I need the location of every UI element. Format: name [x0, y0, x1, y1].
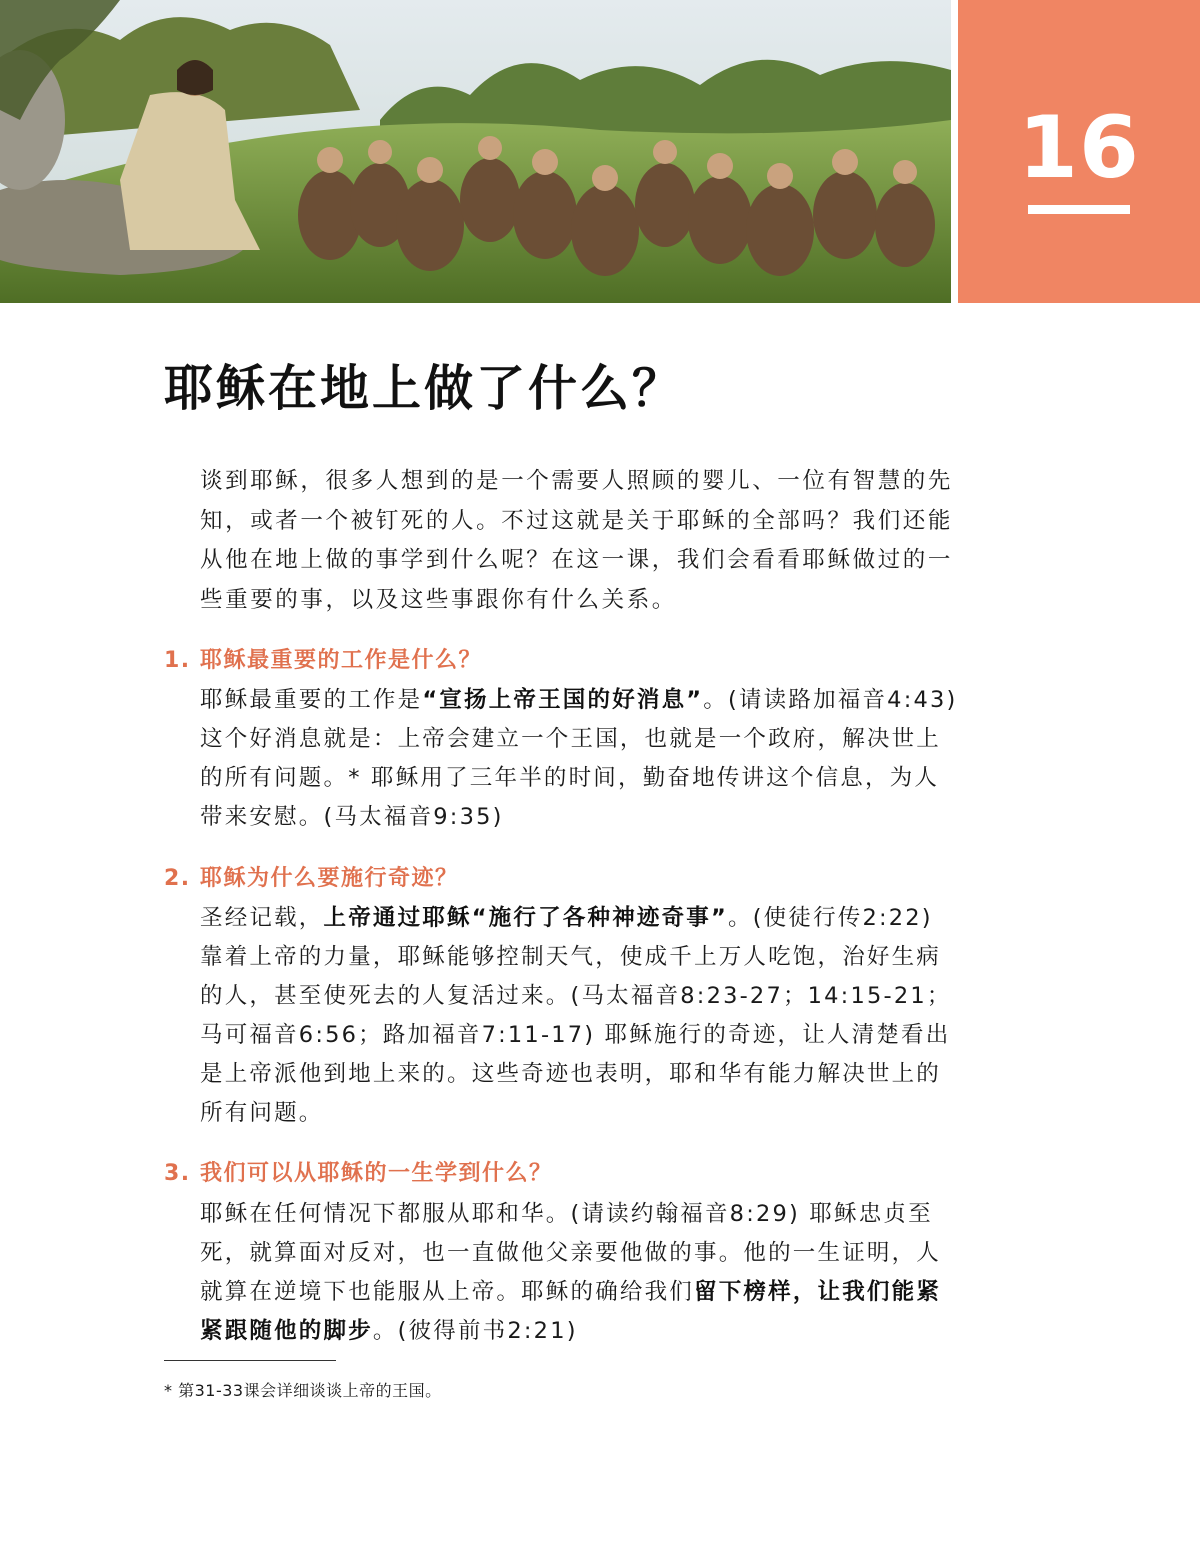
- answer-emphasis: 上帝通过耶稣“施行了各种神迹奇事”: [323, 905, 728, 931]
- answer-text: 耶稣在任何情况下都服从耶和华。(请读约翰福音8:29) 耶稣忠贞至死，就算面对反对，也一直做他父亲要他做的事。他的一生证明，人就算在逆境下也能服从上帝。耶稣的确给我们: [200, 1201, 942, 1305]
- question-heading-1: [164, 643, 482, 674]
- lesson-number-underline: [1028, 205, 1130, 214]
- answer-emphasis: 留下榜样，让我们能紧紧跟随他的脚步: [200, 1279, 942, 1344]
- lesson-number: 16: [1018, 98, 1140, 198]
- question-text: 耶稣最重要的工作是什么？: [200, 648, 483, 673]
- footnote: * 第31-33课会详细谈谈上帝的王国。: [164, 1381, 442, 1400]
- footnote-divider: [164, 1360, 336, 1361]
- answer-paragraph-2: [200, 899, 960, 1133]
- answer-paragraph-3: [200, 1195, 960, 1351]
- lesson-number-box: [958, 0, 1200, 303]
- question-number: 2.: [164, 866, 191, 891]
- answer-text: 。(彼得前书2:21): [372, 1318, 578, 1344]
- question-text: 我们可以从耶稣的一生学到什么？: [200, 1161, 553, 1186]
- intro-paragraph: 谈到耶稣，很多人想到的是一个需要人照顾的婴儿、一位有智慧的先知，或者一个被钉死的人。不过这就是关于耶稣的全部吗？我们还能从他在地上做的事学到什么呢？在这一课，我们会看看耶稣做过的一些重要的事，以及这些事跟你有什么关系。: [200, 468, 954, 613]
- page-title: 耶稣在地上做了什么？: [164, 360, 685, 417]
- hero-image: [0, 0, 951, 303]
- answer-emphasis: “宣扬上帝王国的好消息”: [422, 687, 704, 713]
- question-number: 3.: [164, 1161, 191, 1186]
- question-text: 耶稣为什么要施行奇迹？: [200, 866, 459, 891]
- hero-illustration: [0, 0, 951, 303]
- answer-text: 。(使徒行传2:22) 靠着上帝的力量，耶稣能够控制天气，使成千上万人吃饱，治好生病的人，甚至使死去的人复活过来。(马太福音8:23-27；14:15-21；马可福音6:56；路加福音7:11-17) 耶稣施行的奇迹，让人清楚看出是上帝派他到地上来的。这些奇迹也表明，耶和华有能力解决世上的所有问题。: [200, 905, 952, 1126]
- question-heading-2: [164, 861, 459, 892]
- answer-text: 耶稣最重要的工作是: [200, 687, 423, 713]
- answer-text: 圣经记载，: [200, 905, 324, 931]
- answer-paragraph-1: [200, 681, 960, 837]
- question-heading-3: [164, 1156, 553, 1187]
- answer-text: 。(请读路加福音4:43) 这个好消息就是：上帝会建立一个王国，也就是一个政府，解决世上的所有问题。* 耶稣用了三年半的时间，勤奋地传讲这个信息，为人带来安慰。(马太福音9:35): [200, 687, 958, 830]
- question-number: 1.: [164, 648, 191, 673]
